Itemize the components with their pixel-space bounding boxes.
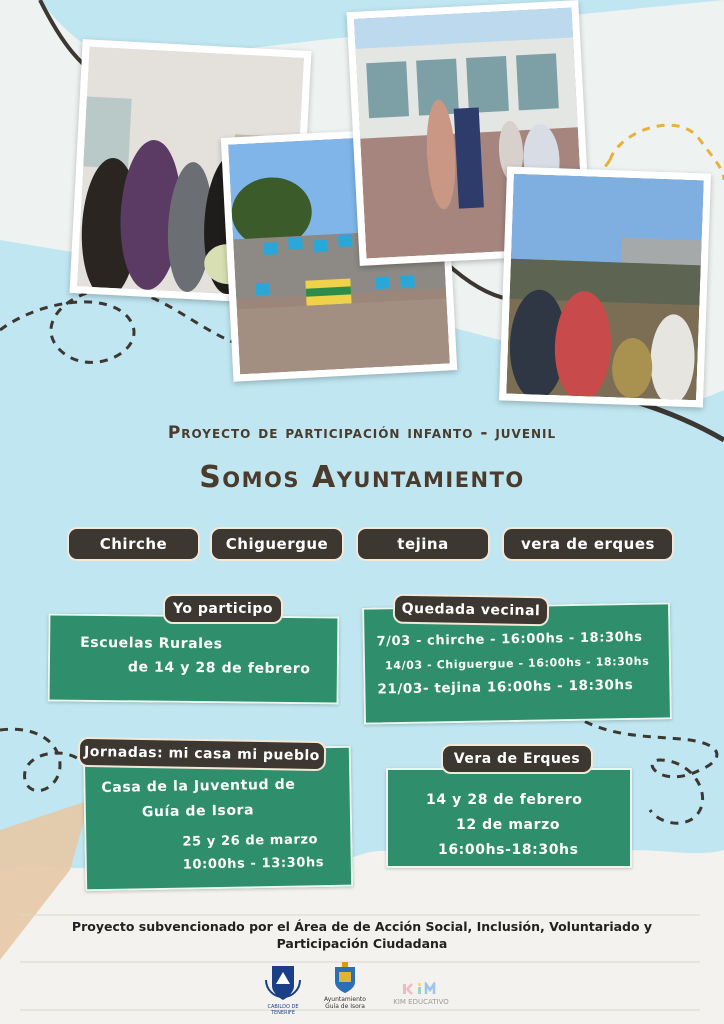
isora-label-2: Guía de Isora: [325, 1003, 365, 1010]
location-pill-chiguergue: Chiguergue: [210, 527, 344, 561]
quedada-line-2: 14/03 - Chiguergue - 16:00hs - 18:30hs: [384, 654, 650, 673]
logo-cabildo-tenerife: [262, 960, 304, 1016]
location-pill-chirche: Chirche: [67, 527, 200, 561]
project-subtitle: Proyecto de participación infanto - juvenil: [167, 423, 557, 443]
card-vera-de-erques: [386, 768, 632, 868]
vera-line-3: 16:00hs-18:30hs: [438, 842, 579, 858]
isora-crest-icon: [330, 962, 360, 994]
vera-line-1: 14 y 28 de febrero: [426, 792, 583, 808]
jornadas-line-1: Casa de la Juventud de: [101, 776, 296, 797]
tag-quedada-vecinal: Quedada vecinal: [393, 594, 549, 627]
logo-kim-educativo: [388, 982, 454, 1006]
jornadas-line-4: 10:00hs - 13:30hs: [182, 855, 325, 873]
kim-logo-icon: [401, 982, 441, 996]
location-pill-tejina: tejina: [356, 527, 490, 561]
vera-line-2: 12 de marzo: [456, 817, 561, 833]
yo-participo-line-2: de 14 y 28 de febrero: [127, 659, 311, 678]
jornadas-line-3: 25 y 26 de marzo: [182, 832, 319, 850]
funding-notice: [60, 918, 664, 952]
isora-label-1: Ayuntamiento: [324, 996, 366, 1003]
project-title: Somos Ayuntamiento: [199, 460, 525, 495]
jornadas-line-2: Guía de Isora: [141, 802, 255, 821]
photo-hike-image: [506, 174, 704, 400]
cabildo-shield-icon: [262, 960, 304, 1008]
tag-vera-de-erques: Vera de Erques: [441, 744, 593, 774]
yo-participo-line-1: Escuelas Rurales: [80, 634, 223, 653]
funding-notice-line-1: Proyecto subvencionado por el Área de de Acción Social, Inclusión, Voluntariado y: [71, 919, 653, 934]
logo-ayuntamiento-guia-isora: [322, 962, 368, 1010]
tag-jornadas: Jornadas: mi casa mi pueblo: [78, 737, 326, 771]
location-pill-vera-de-erques: vera de erques: [502, 527, 674, 561]
card-yo-participo: [48, 613, 340, 704]
cabildo-label: CABILDO DE TENERIFE: [267, 1004, 299, 1016]
kim-label: KIM EDUCATIVO: [393, 998, 449, 1006]
photo-hike: [499, 167, 711, 408]
funding-notice-line-2: Participación Ciudadana: [276, 936, 448, 951]
quedada-line-3: 21/03- tejina 16:00hs - 18:30hs: [377, 676, 634, 698]
quedada-line-1: 7/03 - chirche - 16:00hs - 18:30hs: [376, 629, 643, 650]
tag-yo-participo: Yo participo: [163, 594, 283, 624]
